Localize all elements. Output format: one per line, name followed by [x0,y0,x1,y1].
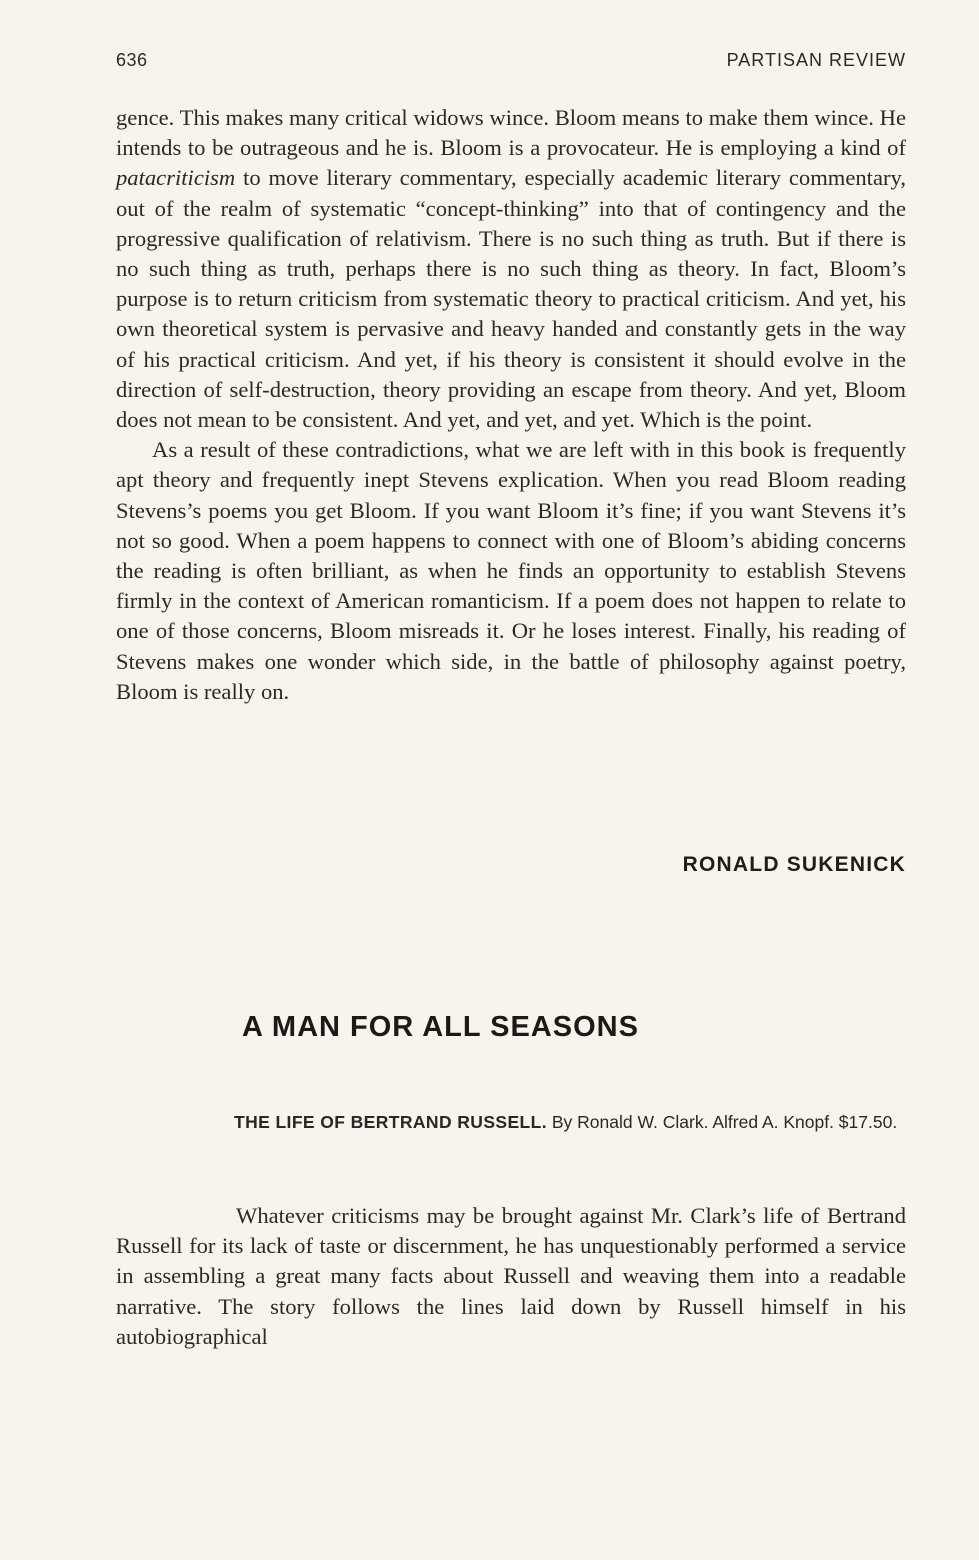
review1-paragraph-1 [116,103,906,435]
review2-body [116,1201,906,1352]
review1-paragraph-2: As a result of these contradictions, what we are left with in this book is frequently apt theory and frequently inept Stevens explication. When you read Bloom reading Stevens’s poems you get Bloom. If you want Bloom it’s fine; if you want Stevens it’s not so good. When a poem happens to connect with one of Bloom’s abiding concerns the reading is often brilliant, as when he finds an opportunity to establish Stevens firmly in the context of American romanticism. If a poem does not happen to relate to one of those concerns, Bloom misreads it. Or he loses interest. Finally, his reading of Stevens makes one wonder which side, in the battle of philosophy against poetry, Bloom is really on. [116,437,906,704]
review2-book-info [234,1110,906,1135]
review1-paragraph-1-text-b: to move literary commentary, especially academic literary commentary, out of the realm of systematic “concept-thinking” into that of contingency and the progressive qualification of relativism. There is no such thing as truth. But if there is no such thing as truth, perhaps there is no such thing as theory. In fact, Bloom’s purpose is to return criticism from systematic theory to practical criticism. And yet, his own theoretical system is pervasive and heavy handed and constantly gets in the way of his practical criticism. And yet, if his theory is consistent it should evolve in the direction of self-destruction, theory providing an escape from theory. And yet, Bloom does not mean to be consistent. And yet, and yet, and yet. Which is the point. [116,165,906,433]
review2-book-details: By Ronald W. Clark. Alfred A. Knopf. $17.50. [547,1112,898,1132]
page-number: 636 [116,50,148,70]
review1-paragraph-1-text-a: gence. This makes many critical widows wince. Bloom means to make them wince. He intends to be outrageous and he is. Bloom is a provocateur. He is employing a kind of [116,105,906,161]
review2-book-title: THE LIFE OF BERTRAND RUSSELL. [234,1112,547,1132]
review1-body [116,103,906,707]
review1-paragraph-1-emphasis: patacriticism [116,165,236,191]
review1-byline: RONALD SUKENICK [682,853,906,876]
review2-title: A MAN FOR ALL SEASONS [242,1011,639,1043]
review2-paragraph-1: Whatever criticisms may be brought against Mr. Clark’s life of Bertrand Russell for its lack of taste or discernment, he has unquestionably performed a service in assembling a great many facts about Russell and weaving them into a readable narrative. The story follows the lines laid down by Russell himself in his autobiographical [116,1203,906,1349]
journal-title: PARTISAN REVIEW [726,50,906,70]
